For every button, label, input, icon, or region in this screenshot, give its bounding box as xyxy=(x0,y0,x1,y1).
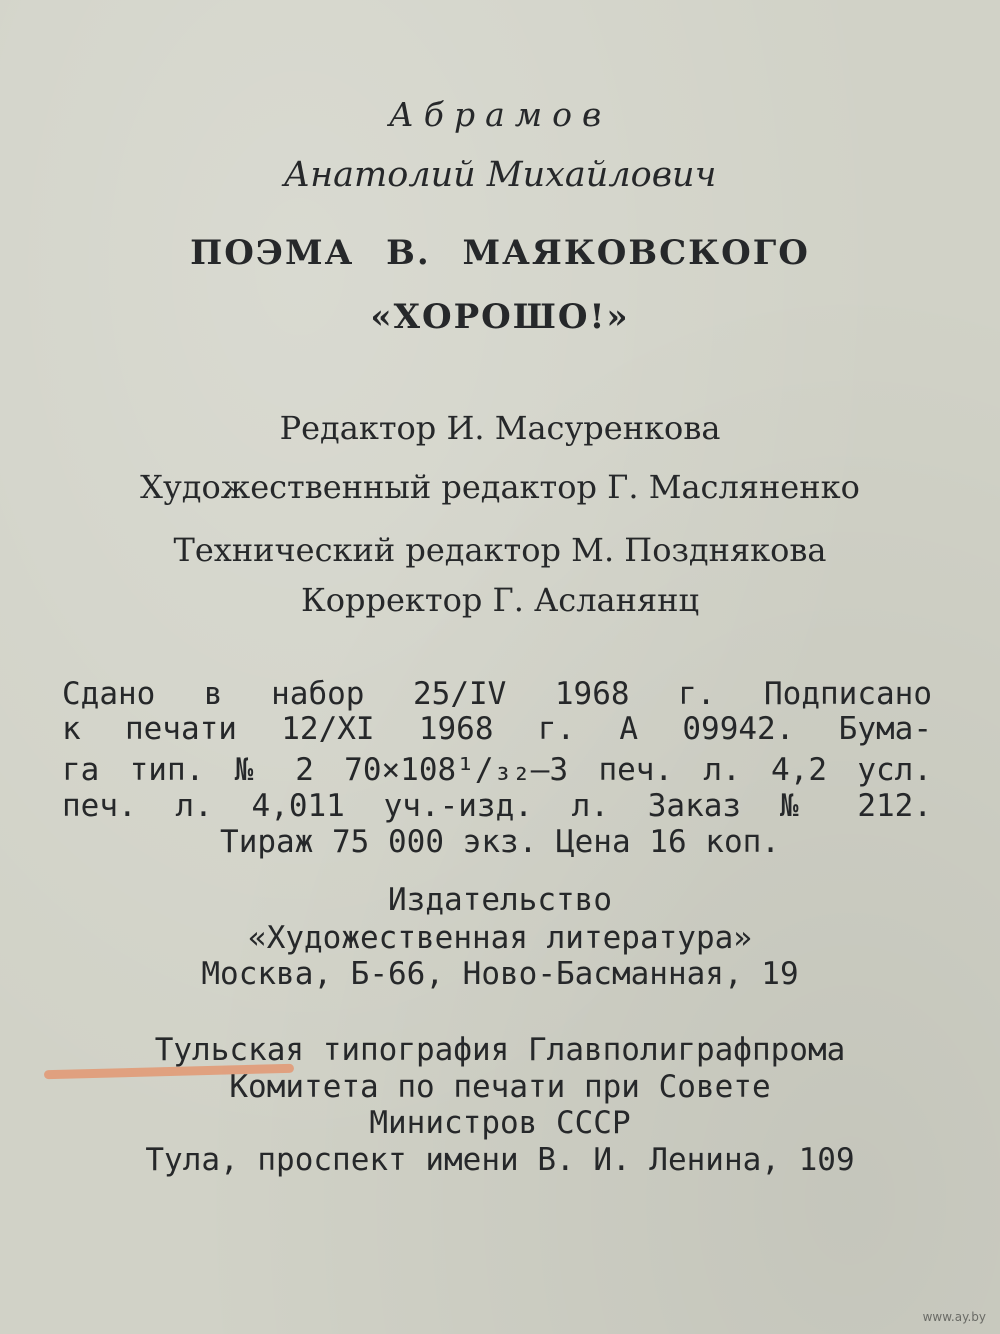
site-watermark: www.ay.by xyxy=(922,1310,986,1324)
imprint-line-5: Тираж 75 000 экз. Цена 16 коп. xyxy=(220,824,780,860)
publisher-name: «Художественная литература» xyxy=(248,920,752,956)
publisher-label: Издательство xyxy=(388,882,612,918)
publisher-address: Москва, Б-66, Ново-Басманная, 19 xyxy=(201,956,799,992)
printer-line-2: Комитета по печати при Совете xyxy=(229,1069,771,1105)
imprint-line-3: га тип. № 2 70×108¹/₃₂—3 печ. л. 4,2 усл. xyxy=(62,752,932,788)
credit-tech-editor: Технический редактор М. Позднякова xyxy=(173,531,827,569)
credit-editor: Редактор И. Масуренкова xyxy=(279,409,721,447)
imprint-line-4: печ. л. 4,011 уч.-изд. л. Заказ № 212. xyxy=(62,788,932,824)
title-line-1: ПОЭМА В. МАЯКОВСКОГО xyxy=(190,233,810,273)
imprint-line-1: Сдано в набор 25/IV 1968 г. Подписано xyxy=(62,676,932,712)
author-name: Анатолий Михайлович xyxy=(283,155,717,195)
printer-line-3: Министров СССР xyxy=(369,1105,631,1141)
title-line-2: «ХОРОШО!» xyxy=(370,297,630,337)
printer-line-1: Тульская типография Главполиграфпрома xyxy=(154,1032,846,1068)
author-surname: Абрамов xyxy=(388,95,612,134)
credit-art-editor: Художественный редактор Г. Масляненко xyxy=(140,468,860,506)
imprint-line-2: к печати 12/XI 1968 г. А 09942. Бума- xyxy=(62,711,932,747)
credit-proofreader: Корректор Г. Асланянц xyxy=(300,581,700,619)
printer-address: Тула, проспект имени В. И. Ленина, 109 xyxy=(145,1142,855,1178)
